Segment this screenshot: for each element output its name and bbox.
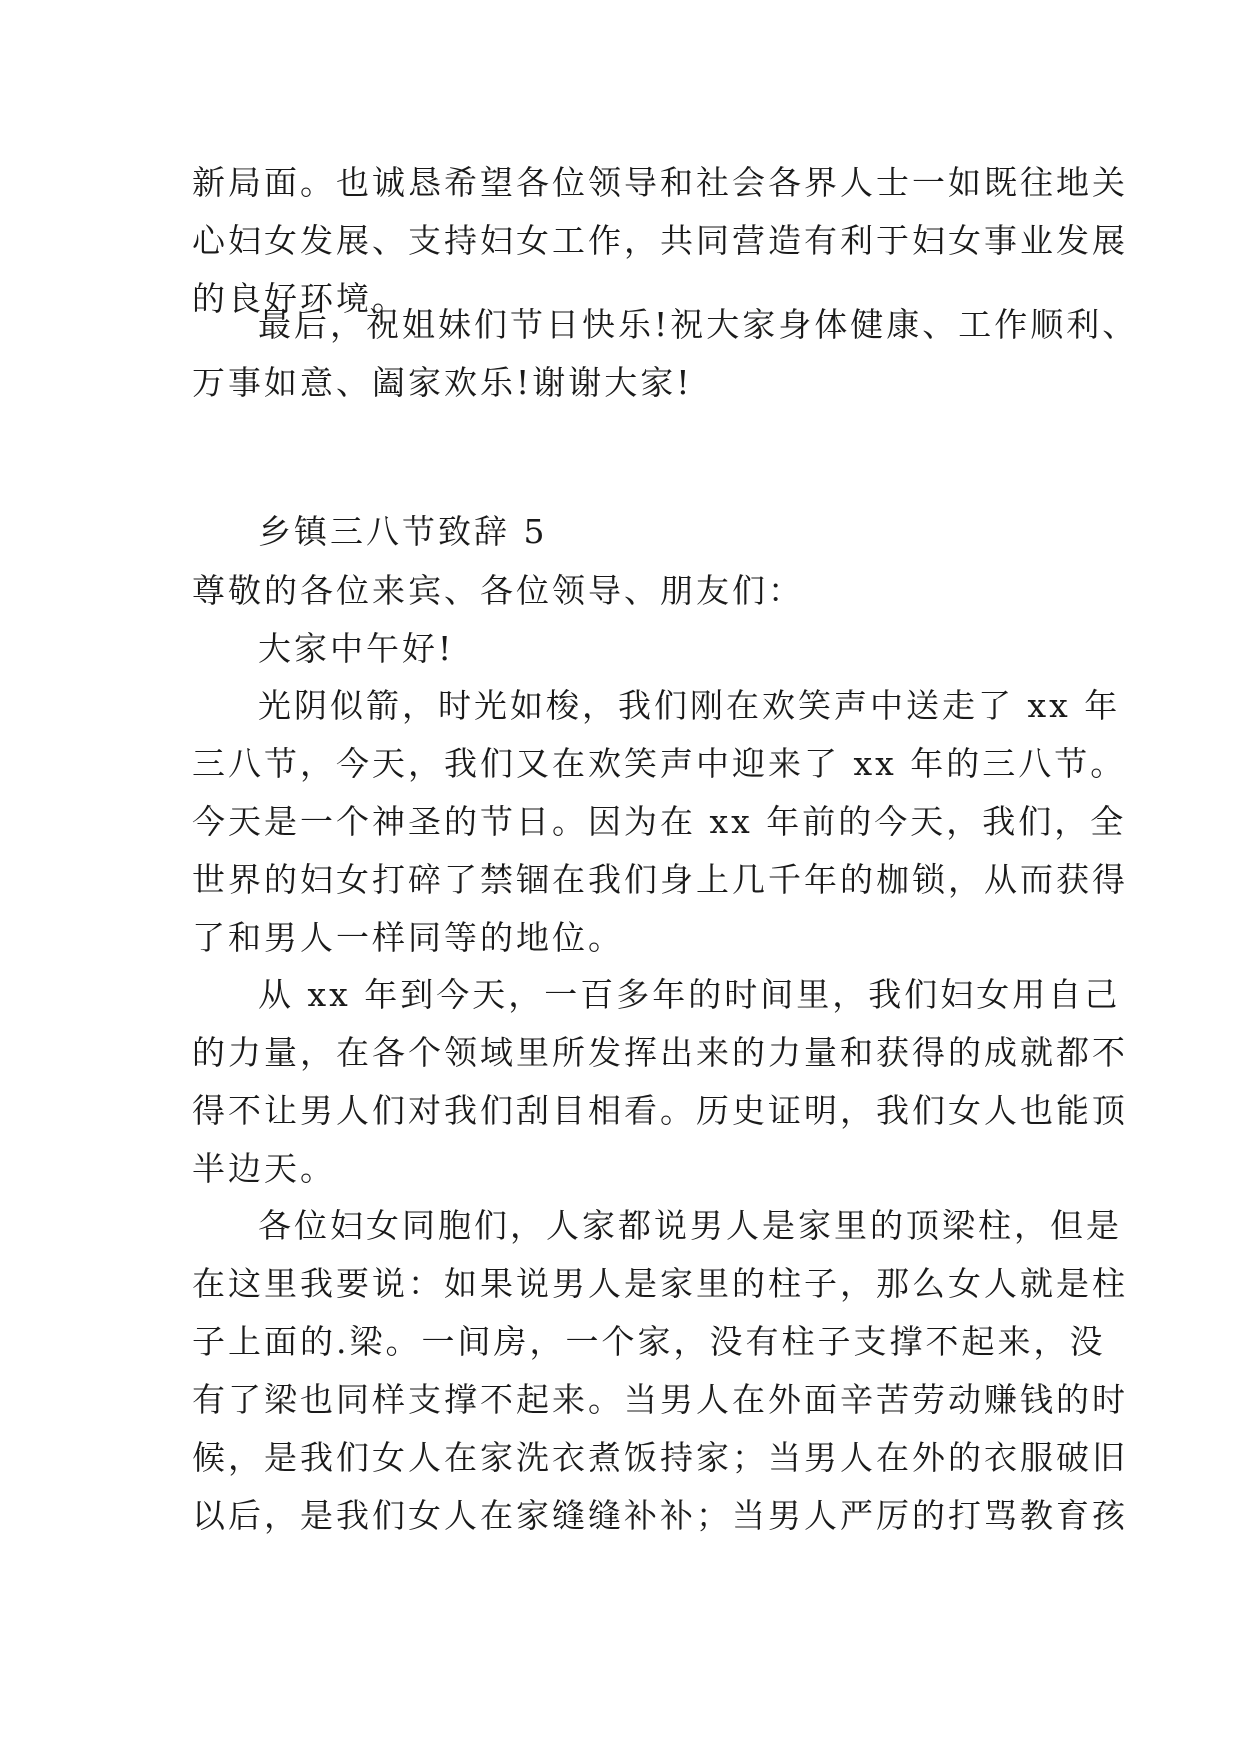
text-line: 有了梁也同样支撑不起来。当男人在外面辛苦劳动赚钱的时 (192, 1380, 1128, 1419)
text-line: 光阴似箭，时光如梭，我们刚在欢笑声中送走了 xx 年 (258, 686, 1121, 725)
text-line: 在这里我要说：如果说男人是家里的柱子，那么女人就是柱 (192, 1264, 1128, 1303)
section-heading-block (192, 503, 1072, 561)
text-line: 子上面的.梁。一间房，一个家，没有柱子支撑不起来，没 (192, 1322, 1106, 1361)
text-line: 三八节，今天，我们又在欢笑声中迎来了 xx 年的三八节。 (192, 744, 1127, 783)
body-paragraph-2 (192, 966, 1128, 1198)
closing-paragraph (192, 296, 1139, 412)
text-line: 今天是一个神圣的节日。因为在 xx 年前的今天，我们，全 (192, 802, 1127, 841)
text-line: 最后，祝姐妹们节日快乐!祝大家身体健康、工作顺利、 (258, 305, 1139, 344)
greeting: 大家中午好! (258, 629, 455, 668)
text-line: 得不让男人们对我们刮目相看。历史证明，我们女人也能顶 (192, 1091, 1128, 1130)
text-line: 从 xx 年到今天，一百多年的时间里，我们妇女用自己 (258, 975, 1121, 1014)
text-line: 世界的妇女打碎了禁锢在我们身上几千年的枷锁，从而获得 (192, 860, 1128, 899)
salutation-block (192, 562, 1072, 678)
body-paragraph-3 (192, 1197, 1128, 1545)
text-line: 各位妇女同胞们，人家都说男人是家里的顶梁柱，但是 (258, 1206, 1122, 1245)
text-line: 万事如意、阖家欢乐!谢谢大家! (192, 363, 693, 402)
text-line: 的良好环境。 (192, 279, 408, 318)
text-line: 以后，是我们女人在家缝缝补补；当男人严厉的打骂教育孩 (192, 1496, 1128, 1535)
text-line: 候，是我们女人在家洗衣煮饭持家；当男人在外的衣服破旧 (192, 1438, 1128, 1477)
text-line: 半边天。 (192, 1149, 336, 1188)
text-line: 心妇女发展、支持妇女工作，共同营造有利于妇女事业发展 (192, 221, 1128, 260)
text-line: 新局面。也诚恳希望各位领导和社会各界人士一如既往地关 (192, 163, 1128, 202)
body-paragraph-1 (192, 677, 1128, 967)
text-line: 的力量，在各个领域里所发挥出来的力量和获得的成就都不 (192, 1033, 1128, 1072)
salutation: 尊敬的各位来宾、各位领导、朋友们： (192, 571, 804, 610)
text-line: 了和男人一样同等的地位。 (192, 918, 624, 957)
section-heading: 乡镇三八节致辞 5 (258, 512, 548, 551)
